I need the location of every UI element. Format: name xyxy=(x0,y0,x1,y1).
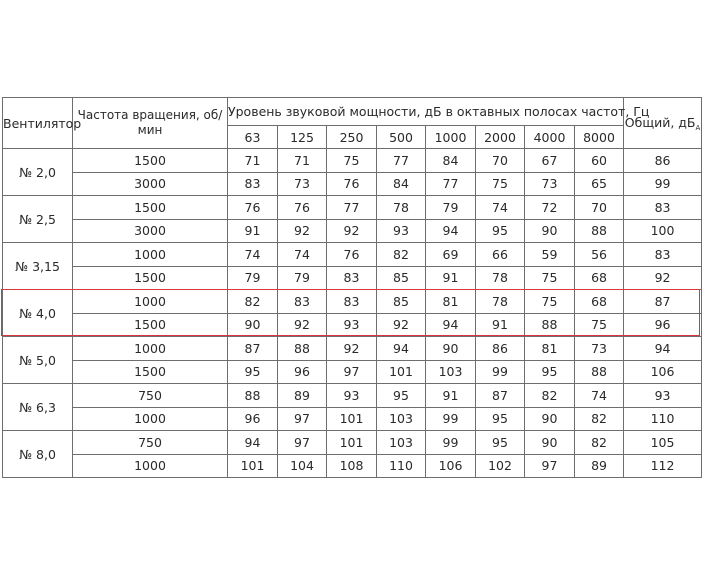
total-cell: 96 xyxy=(624,313,702,337)
level-cell: 60 xyxy=(575,149,624,173)
speed-cell: 1500 xyxy=(73,196,228,220)
table-row xyxy=(3,407,702,431)
level-cell: 97 xyxy=(278,431,327,455)
level-cell: 82 xyxy=(575,431,624,455)
level-cell: 74 xyxy=(278,243,327,267)
table-row xyxy=(3,243,702,267)
level-cell: 84 xyxy=(426,149,476,173)
level-cell: 76 xyxy=(278,196,327,220)
table-row xyxy=(3,196,702,220)
level-cell: 110 xyxy=(377,454,426,478)
level-cell: 88 xyxy=(575,219,624,243)
table-row xyxy=(3,266,702,290)
level-cell: 78 xyxy=(476,290,525,314)
speed-cell: 1000 xyxy=(73,454,228,478)
header-freq: 125 xyxy=(278,126,327,149)
level-cell: 92 xyxy=(278,219,327,243)
level-cell: 103 xyxy=(377,431,426,455)
table-row xyxy=(3,290,702,314)
fan-model-cell: № 2,0 xyxy=(3,149,73,196)
level-cell: 99 xyxy=(476,360,525,384)
level-cell: 77 xyxy=(327,196,377,220)
level-cell: 70 xyxy=(575,196,624,220)
level-cell: 93 xyxy=(327,313,377,337)
level-cell: 82 xyxy=(525,384,575,408)
level-cell: 74 xyxy=(575,384,624,408)
level-cell: 94 xyxy=(426,313,476,337)
level-cell: 96 xyxy=(278,360,327,384)
level-cell: 87 xyxy=(228,337,278,361)
level-cell: 73 xyxy=(525,172,575,196)
level-cell: 75 xyxy=(525,290,575,314)
level-cell: 95 xyxy=(476,431,525,455)
speed-cell: 750 xyxy=(73,384,228,408)
level-cell: 91 xyxy=(476,313,525,337)
speed-cell: 3000 xyxy=(73,172,228,196)
speed-cell: 1500 xyxy=(73,313,228,337)
level-cell: 86 xyxy=(476,337,525,361)
level-cell: 78 xyxy=(377,196,426,220)
level-cell: 94 xyxy=(426,219,476,243)
level-cell: 81 xyxy=(426,290,476,314)
fan-model-cell: № 3,15 xyxy=(3,243,73,290)
level-cell: 75 xyxy=(525,266,575,290)
level-cell: 71 xyxy=(278,149,327,173)
total-cell: 93 xyxy=(624,384,702,408)
level-cell: 101 xyxy=(377,360,426,384)
speed-cell: 3000 xyxy=(73,219,228,243)
level-cell: 69 xyxy=(426,243,476,267)
level-cell: 74 xyxy=(476,196,525,220)
level-cell: 77 xyxy=(426,172,476,196)
level-cell: 67 xyxy=(525,149,575,173)
table-row xyxy=(3,149,702,173)
total-cell: 87 xyxy=(624,290,702,314)
level-cell: 91 xyxy=(228,219,278,243)
level-cell: 102 xyxy=(476,454,525,478)
level-cell: 73 xyxy=(278,172,327,196)
level-cell: 68 xyxy=(575,290,624,314)
fan-model-cell: № 5,0 xyxy=(3,337,73,384)
speed-cell: 1500 xyxy=(73,360,228,384)
total-cell: 100 xyxy=(624,219,702,243)
level-cell: 104 xyxy=(278,454,327,478)
level-cell: 95 xyxy=(476,407,525,431)
level-cell: 101 xyxy=(327,407,377,431)
level-cell: 85 xyxy=(377,266,426,290)
level-cell: 95 xyxy=(228,360,278,384)
level-cell: 66 xyxy=(476,243,525,267)
header-freq: 2000 xyxy=(476,126,525,149)
header-freq: 250 xyxy=(327,126,377,149)
table-row xyxy=(3,219,702,243)
level-cell: 75 xyxy=(476,172,525,196)
header-total-subscript: A xyxy=(695,123,701,132)
level-cell: 92 xyxy=(327,219,377,243)
level-cell: 99 xyxy=(426,407,476,431)
noise-table xyxy=(2,97,702,478)
total-cell: 106 xyxy=(624,360,702,384)
level-cell: 95 xyxy=(476,219,525,243)
level-cell: 75 xyxy=(327,149,377,173)
header-freq: 63 xyxy=(228,126,278,149)
level-cell: 79 xyxy=(228,266,278,290)
level-cell: 76 xyxy=(327,172,377,196)
level-cell: 95 xyxy=(377,384,426,408)
fan-model-cell: № 6,3 xyxy=(3,384,73,431)
level-cell: 93 xyxy=(377,219,426,243)
fan-model-cell: № 4,0 xyxy=(3,290,73,337)
level-cell: 90 xyxy=(525,219,575,243)
level-cell: 85 xyxy=(377,290,426,314)
level-cell: 94 xyxy=(228,431,278,455)
level-cell: 65 xyxy=(575,172,624,196)
level-cell: 103 xyxy=(426,360,476,384)
level-cell: 92 xyxy=(377,313,426,337)
total-cell: 105 xyxy=(624,431,702,455)
level-cell: 83 xyxy=(228,172,278,196)
level-cell: 90 xyxy=(426,337,476,361)
level-cell: 70 xyxy=(476,149,525,173)
total-cell: 83 xyxy=(624,243,702,267)
level-cell: 93 xyxy=(327,384,377,408)
header-total-label: Общий, дБ xyxy=(624,114,696,130)
level-cell: 81 xyxy=(525,337,575,361)
level-cell: 103 xyxy=(377,407,426,431)
speed-cell: 1000 xyxy=(73,337,228,361)
level-cell: 92 xyxy=(278,313,327,337)
level-cell: 83 xyxy=(327,290,377,314)
level-cell: 97 xyxy=(278,407,327,431)
total-cell: 94 xyxy=(624,337,702,361)
level-cell: 88 xyxy=(278,337,327,361)
level-cell: 94 xyxy=(377,337,426,361)
speed-cell: 1000 xyxy=(73,290,228,314)
header-freq: 1000 xyxy=(426,126,476,149)
level-cell: 79 xyxy=(278,266,327,290)
speed-cell: 1500 xyxy=(73,266,228,290)
total-cell: 99 xyxy=(624,172,702,196)
level-cell: 95 xyxy=(525,360,575,384)
speed-cell: 1500 xyxy=(73,149,228,173)
level-cell: 106 xyxy=(426,454,476,478)
total-cell: 110 xyxy=(624,407,702,431)
level-cell: 91 xyxy=(426,266,476,290)
level-cell: 79 xyxy=(426,196,476,220)
level-cell: 73 xyxy=(575,337,624,361)
level-cell: 59 xyxy=(525,243,575,267)
level-cell: 77 xyxy=(377,149,426,173)
level-cell: 83 xyxy=(278,290,327,314)
level-cell: 75 xyxy=(575,313,624,337)
level-cell: 88 xyxy=(228,384,278,408)
level-cell: 89 xyxy=(278,384,327,408)
level-cell: 76 xyxy=(228,196,278,220)
speed-cell: 1000 xyxy=(73,243,228,267)
header-fan: Вентилятор xyxy=(3,98,73,149)
table-row xyxy=(3,313,702,337)
total-cell: 86 xyxy=(624,149,702,173)
table-row xyxy=(3,172,702,196)
fan-model-cell: № 2,5 xyxy=(3,196,73,243)
table-row xyxy=(3,360,702,384)
level-cell: 108 xyxy=(327,454,377,478)
level-cell: 82 xyxy=(575,407,624,431)
level-cell: 99 xyxy=(426,431,476,455)
level-cell: 72 xyxy=(525,196,575,220)
level-cell: 78 xyxy=(476,266,525,290)
level-cell: 56 xyxy=(575,243,624,267)
level-cell: 89 xyxy=(575,454,624,478)
level-cell: 68 xyxy=(575,266,624,290)
header-freq: 4000 xyxy=(525,126,575,149)
level-cell: 97 xyxy=(327,360,377,384)
level-cell: 71 xyxy=(228,149,278,173)
level-cell: 92 xyxy=(327,337,377,361)
table-row xyxy=(3,454,702,478)
level-cell: 82 xyxy=(377,243,426,267)
table-row xyxy=(3,431,702,455)
level-cell: 87 xyxy=(476,384,525,408)
level-cell: 88 xyxy=(575,360,624,384)
level-cell: 83 xyxy=(327,266,377,290)
header-speed: Частота вращения, об/мин xyxy=(73,98,228,149)
level-cell: 74 xyxy=(228,243,278,267)
header-freq: 500 xyxy=(377,126,426,149)
level-cell: 88 xyxy=(525,313,575,337)
speed-cell: 750 xyxy=(73,431,228,455)
table-row xyxy=(3,337,702,361)
fan-model-cell: № 8,0 xyxy=(3,431,73,478)
level-cell: 82 xyxy=(228,290,278,314)
level-cell: 90 xyxy=(525,407,575,431)
header-freq: 8000 xyxy=(575,126,624,149)
level-cell: 101 xyxy=(327,431,377,455)
level-cell: 90 xyxy=(228,313,278,337)
table-row xyxy=(3,384,702,408)
level-cell: 97 xyxy=(525,454,575,478)
speed-cell: 1000 xyxy=(73,407,228,431)
level-cell: 91 xyxy=(426,384,476,408)
level-cell: 101 xyxy=(228,454,278,478)
total-cell: 112 xyxy=(624,454,702,478)
level-cell: 90 xyxy=(525,431,575,455)
level-cell: 84 xyxy=(377,172,426,196)
total-cell: 92 xyxy=(624,266,702,290)
header-level: Уровень звуковой мощности, дБ в октавных полосах частот, Гц xyxy=(228,98,624,126)
level-cell: 96 xyxy=(228,407,278,431)
total-cell: 83 xyxy=(624,196,702,220)
level-cell: 76 xyxy=(327,243,377,267)
